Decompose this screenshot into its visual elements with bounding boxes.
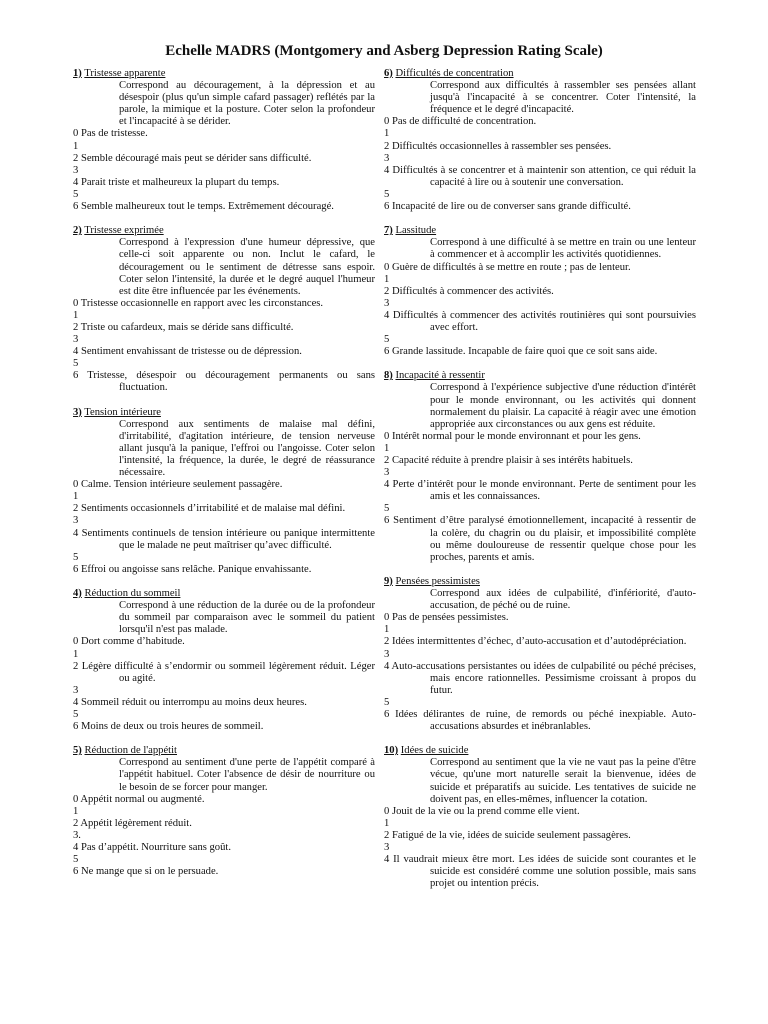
item-number: 9): [384, 575, 393, 587]
page-title: Echelle MADRS (Montgomery and Asberg Depression Rating Scale): [165, 43, 603, 59]
score-option: 0 Pas de difficulté de concentration.: [384, 116, 537, 128]
item-title: Réduction du sommeil: [84, 588, 181, 600]
item-description: Correspond à une réduction de la durée ou de la profondeur du sommeil par comparaison avec le sommeil du patient lorsqu'il n'est pas malade.: [119, 600, 375, 636]
scale-item: [73, 407, 375, 576]
item-heading: [73, 745, 375, 757]
item-heading: [384, 225, 696, 237]
score-option: 6 Idées délirantes de ruine, de remords ou péché inexpiable. Auto-accusations absurdes et inébranlables.: [384, 708, 696, 733]
item-number: 4): [73, 588, 82, 600]
item-title: Réduction de l'appétit: [84, 745, 178, 757]
score-option: 0 Intérêt normal pour le monde environnant et pour les gens.: [384, 430, 641, 442]
score-option: 6 Moins de deux ou trois heures de sommeil.: [73, 721, 264, 733]
item-number: 10): [384, 745, 399, 757]
score-option: 5: [73, 358, 79, 370]
item-description: Correspond à l'expression d'une humeur dépressive, que celle-ci soit apparente ou non. Inclut le cafard, le découragement ou le sentiment de détresse sans espoir. Coter selon l'intensité, la durée et le degré auquel l'humeur est dite être influencée par les événements.: [119, 237, 375, 297]
score-option: 4 Il vaudrait mieux être mort. Les idées de suicide sont courantes et le suicide est considéré comme une solution possible, mais sans projet ou intention précis.: [384, 854, 696, 890]
score-option: 2 Appétit légèrement réduit.: [73, 817, 192, 829]
scale-item: [384, 370, 696, 564]
score-option: 1: [384, 817, 390, 829]
scale-item: [384, 68, 696, 213]
item-title: Incapacité à ressentir: [395, 370, 485, 382]
item-number: 7): [384, 225, 393, 237]
item-heading: [384, 745, 696, 757]
item-description: Correspond à l'expérience subjective d'une réduction d'intérêt pour le monde environnant, ou les activités qui donnent normalement du plaisir. La capacité à réagir avec une émotion appropriée aux circonstances ou aux gens est réduite.: [430, 382, 696, 430]
score-option: 2 Sentiments occasionnels d’irritabilité et de malaise mal défini.: [73, 503, 346, 515]
score-option: 0 Calme. Tension intérieure seulement passagère.: [73, 479, 283, 491]
score-option: 4 Perte d’intérêt pour le monde environnant. Perte de sentiment pour les amis et les connaissances.: [384, 479, 696, 503]
score-option: 1: [384, 442, 390, 454]
score-option: 5: [73, 854, 79, 866]
score-option: 0 Tristesse occasionnelle en rapport avec les circonstances.: [73, 297, 324, 309]
score-option: 0 Dort comme d’habitude.: [73, 636, 185, 648]
item-title: Tristesse exprimée: [84, 225, 164, 237]
item-title: Pensées pessimistes: [395, 575, 480, 587]
score-option: 2 Légère difficulté à s’endormir ou sommeil légèrement réduit. Léger ou agité.: [73, 660, 375, 684]
scale-item: [73, 745, 375, 878]
score-option: 6 Semble malheureux tout le temps. Extrêmement découragé.: [73, 201, 334, 213]
item-heading: [73, 68, 375, 80]
item-description: Correspond aux idées de culpabilité, d'infériorité, d'auto-accusation, de péché ou de ruine.: [430, 588, 696, 612]
item-heading: [384, 68, 696, 80]
score-option: 5: [73, 188, 79, 200]
score-option: 4 Sentiments continuels de tension intérieure ou panique intermittente que le malade ne peut maîtriser qu’avec difficulté.: [73, 527, 375, 551]
score-option: 2 Capacité réduite à prendre plaisir à ses intérêts habituels.: [384, 455, 633, 466]
score-option: 2 Difficultés occasionnelles à rassembler ses pensées.: [384, 140, 612, 152]
score-option: 0 Jouit de la vie ou la prend comme elle vient.: [384, 805, 580, 817]
score-option: 1: [73, 140, 79, 152]
score-option: 0 Pas de tristesse.: [73, 128, 148, 140]
score-option: 3: [384, 152, 390, 164]
score-option: 4 Pas d’appétit. Nourriture sans goût.: [73, 842, 231, 853]
scale-item: [73, 68, 375, 213]
left-column: [73, 68, 375, 890]
score-option: 4 Difficultés à se concentrer et à maintenir son attention, ce qui réduit la capacité à lire ou à soutenir une conversation.: [384, 164, 696, 188]
scale-item: [73, 588, 375, 733]
score-option: 5: [73, 708, 79, 720]
item-title: Tristesse apparente: [84, 68, 166, 79]
scale-item: [384, 576, 696, 733]
scale-item: [73, 225, 375, 394]
score-option: 1: [73, 491, 79, 503]
score-option: 6 Sentiment d’être paralysé émotionnellement, incapacité à ressentir de la colère, du chagrin ou du plaisir, et impossibilité complète ou même douloureuse de ressentir quelque chose pour les proches, parents et amis.: [384, 515, 696, 563]
item-number: 2): [73, 225, 82, 237]
score-option: 2 Difficultés à commencer des activités.: [384, 285, 554, 297]
score-option: 2 Semble découragé mais peut se dérider sans difficulté.: [73, 152, 312, 164]
item-number: 6): [384, 68, 393, 79]
score-option: 4 Parait triste et malheureux la plupart du temps.: [73, 176, 280, 188]
score-option: 5: [384, 503, 390, 515]
score-option: 4 Sommeil réduit ou interrompu au moins deux heures.: [73, 696, 307, 708]
score-option: 4 Auto-accusations persistantes ou idées de culpabilité ou péché précises, mais encore rationnelles. Pessimisme croissant à propos du futur.: [384, 660, 696, 696]
score-option: 1: [73, 805, 79, 817]
item-heading: [384, 370, 696, 382]
scale-item: [384, 225, 696, 358]
score-option: 0 Appétit normal ou augmenté.: [73, 793, 205, 805]
score-option: 5: [73, 551, 79, 563]
score-option: 1: [384, 624, 390, 636]
score-option: 1: [384, 273, 390, 285]
item-heading: [73, 225, 375, 237]
item-heading: [73, 407, 375, 419]
right-column: [384, 68, 696, 902]
item-heading: [73, 588, 375, 600]
item-number: 3): [73, 406, 82, 418]
score-option: 3.: [73, 829, 81, 841]
item-number: 8): [384, 370, 393, 382]
item-title: Difficultés de concentration: [395, 68, 514, 79]
score-option: 6 Grande lassitude. Incapable de faire quoi que ce soit sans aide.: [384, 346, 658, 358]
item-description: Correspond aux difficultés à rassembler ses pensées allant jusqu'à l'incapacité à se concentrer. Coter l'intensité, la fréquence et le degré d'incapacité.: [430, 80, 696, 116]
score-option: 5: [384, 188, 390, 200]
item-description: Correspond à une difficulté à se mettre en train ou une lenteur à commencer et à accomplir les activités quotidiennes.: [430, 237, 696, 261]
score-option: 2 Triste ou cafardeux, mais se déride sans difficulté.: [73, 321, 294, 333]
score-option: 3: [73, 515, 79, 527]
score-option: 0 Guère de difficultés à se mettre en route ; pas de lenteur.: [384, 261, 631, 273]
item-description: Correspond au sentiment que la vie ne vaut pas la peine d'être vécue, qu'une mort naturelle serait la bienvenue, idées de suicide et préparatifs au suicide. Les tentatives de suicide ne doivent pas, en elles-mêmes, influencer la cotation.: [430, 757, 696, 805]
score-option: 3: [384, 467, 390, 479]
score-option: 3: [73, 164, 79, 176]
item-heading: [384, 576, 696, 588]
score-option: 1: [384, 128, 390, 140]
score-option: 5: [384, 696, 390, 708]
score-option: 4 Difficultés à commencer des activités routinières qui sont poursuivies avec effort.: [384, 309, 696, 333]
item-number: 1): [73, 68, 82, 79]
item-number: 5): [73, 745, 82, 757]
score-option: 0 Pas de pensées pessimistes.: [384, 612, 509, 624]
scale-item: [384, 745, 696, 890]
item-title: Tension intérieure: [84, 406, 161, 418]
score-option: 6 Tristesse, désespoir ou découragement permanents ou sans fluctuation.: [73, 370, 375, 394]
score-option: 6 Incapacité de lire ou de converser sans grande difficulté.: [384, 201, 631, 213]
score-option: 3: [384, 297, 390, 309]
score-option: 3: [73, 684, 79, 696]
item-title: Idées de suicide: [400, 745, 469, 757]
item-title: Lassitude: [395, 225, 437, 237]
item-description: Correspond aux sentiments de malaise mal défini, d'irritabilité, d'agitation intérieure, de tension nerveuse allant jusqu'à la panique, l'effroi ou l'angoisse. Coter selon l'intensité, la fréquence, la durée, le degré de réassurance nécessaire.: [119, 418, 375, 479]
score-option: 3: [73, 334, 79, 346]
score-option: 6 Ne mange que si on le persuade.: [73, 866, 219, 878]
score-option: 2 Fatigué de la vie, idées de suicide seulement passagères.: [384, 829, 631, 841]
score-option: 3: [384, 648, 390, 660]
score-option: 1: [73, 648, 79, 660]
score-option: 1: [73, 309, 79, 321]
item-description: Correspond au sentiment d'une perte de l'appétit comparé à l'appétit habituel. Coter l'absence de désir de nourriture ou le besoin de se forcer pour manger.: [119, 757, 375, 793]
item-description: Correspond au découragement, à la dépression et au désespoir (plus qu'un simple cafard passager) reflétés par la parole, la mimique et la posture. Coter selon la profondeur et l'incapacité à se dérider.: [119, 80, 375, 128]
score-option: 2 Idées intermittentes d’échec, d’auto-accusation et d’autodépréciation.: [384, 636, 687, 648]
score-option: 5: [384, 334, 390, 346]
score-option: 3: [384, 842, 390, 853]
score-option: 4 Sentiment envahissant de tristesse ou de dépression.: [73, 346, 302, 358]
score-option: 6 Effroi ou angoisse sans relâche. Panique envahissante.: [73, 563, 312, 575]
